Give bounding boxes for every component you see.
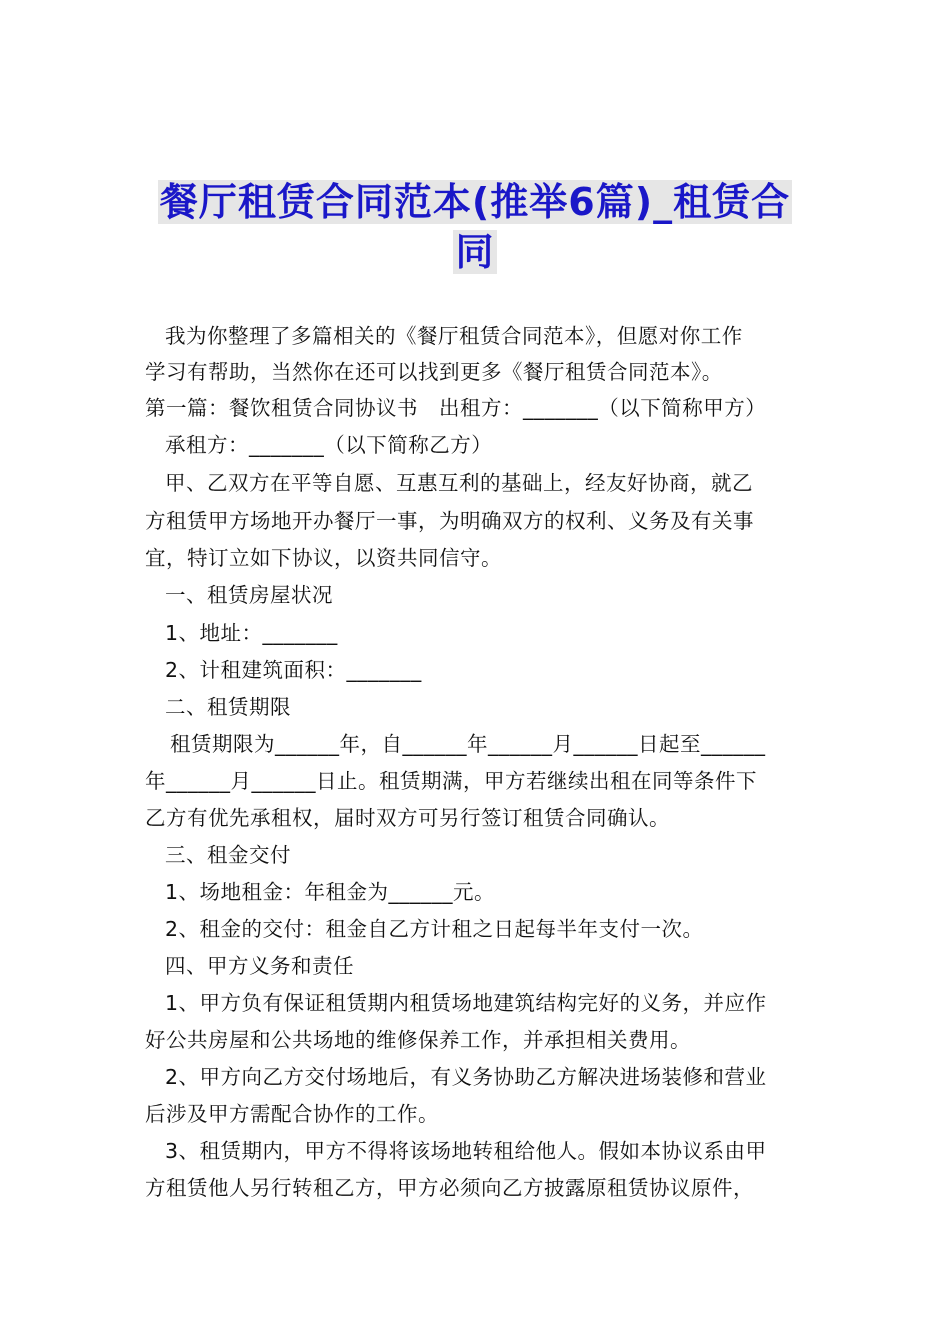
paragraph-line: 2、计租建筑面积：_______ xyxy=(165,658,422,682)
paragraph-line: 宜，特订立如下协议，以资共同信守。 xyxy=(145,546,502,570)
document-title-line-1 xyxy=(150,176,800,228)
paragraph-line: 乙方有优先承租权，届时双方可另行签订租赁合同确认。 xyxy=(145,806,670,830)
section-heading: 二、租赁期限 xyxy=(165,695,291,719)
paragraph-line: 第一篇：餐饮租赁合同协议书 出租方：_______（以下简称甲方） xyxy=(145,396,767,420)
paragraph-line: 我为你整理了多篇相关的《餐厅租赁合同范本》，但愿对你工作 xyxy=(165,324,743,348)
paragraph-line: 1、甲方负有保证租赁期内租赁场地建筑结构完好的义务，并应作 xyxy=(165,991,767,1015)
title-text-1: 餐厅租赁合同范本(推举6篇)_租赁合 xyxy=(159,180,791,224)
paragraph-line: 3、租赁期内，甲方不得将该场地转租给他人。假如本协议系由甲 xyxy=(165,1139,767,1163)
paragraph-line: 承租方：_______（以下简称乙方） xyxy=(165,433,493,457)
section-heading: 三、租金交付 xyxy=(165,843,291,867)
document-title-line-2 xyxy=(150,226,800,278)
paragraph-line: 后涉及甲方需配合协作的工作。 xyxy=(145,1102,439,1126)
paragraph-line: 1、场地租金：年租金为______元。 xyxy=(165,880,496,904)
paragraph-line: 学习有帮助，当然你在还可以找到更多《餐厅租赁合同范本》。 xyxy=(145,360,723,384)
paragraph-line: 年______月______日止。租赁期满，甲方若继续出租在同等条件下 xyxy=(145,769,757,793)
paragraph-line: 好公共房屋和公共场地的维修保养工作，并承担相关费用。 xyxy=(145,1028,691,1052)
paragraph-line: 租赁期限为______年，自______年______月______日起至______ xyxy=(170,732,766,756)
paragraph-line: 2、甲方向乙方交付场地后，有义务协助乙方解决进场装修和营业 xyxy=(165,1065,767,1089)
section-heading: 四、甲方义务和责任 xyxy=(165,954,354,978)
paragraph-line: 1、地址：_______ xyxy=(165,621,338,645)
paragraph-line: 方租赁他人另行转租乙方，甲方必须向乙方披露原租赁协议原件， xyxy=(145,1176,754,1200)
paragraph-line: 方租赁甲方场地开办餐厅一事，为明确双方的权利、义务及有关事 xyxy=(145,509,754,533)
paragraph-line: 甲、乙双方在平等自愿、互惠互利的基础上，经友好协商，就乙 xyxy=(165,471,753,495)
title-text-2: 同 xyxy=(455,230,495,274)
paragraph-line: 2、租金的交付：租金自乙方计租之日起每半年支付一次。 xyxy=(165,917,704,941)
section-heading: 一、租赁房屋状况 xyxy=(165,583,333,607)
